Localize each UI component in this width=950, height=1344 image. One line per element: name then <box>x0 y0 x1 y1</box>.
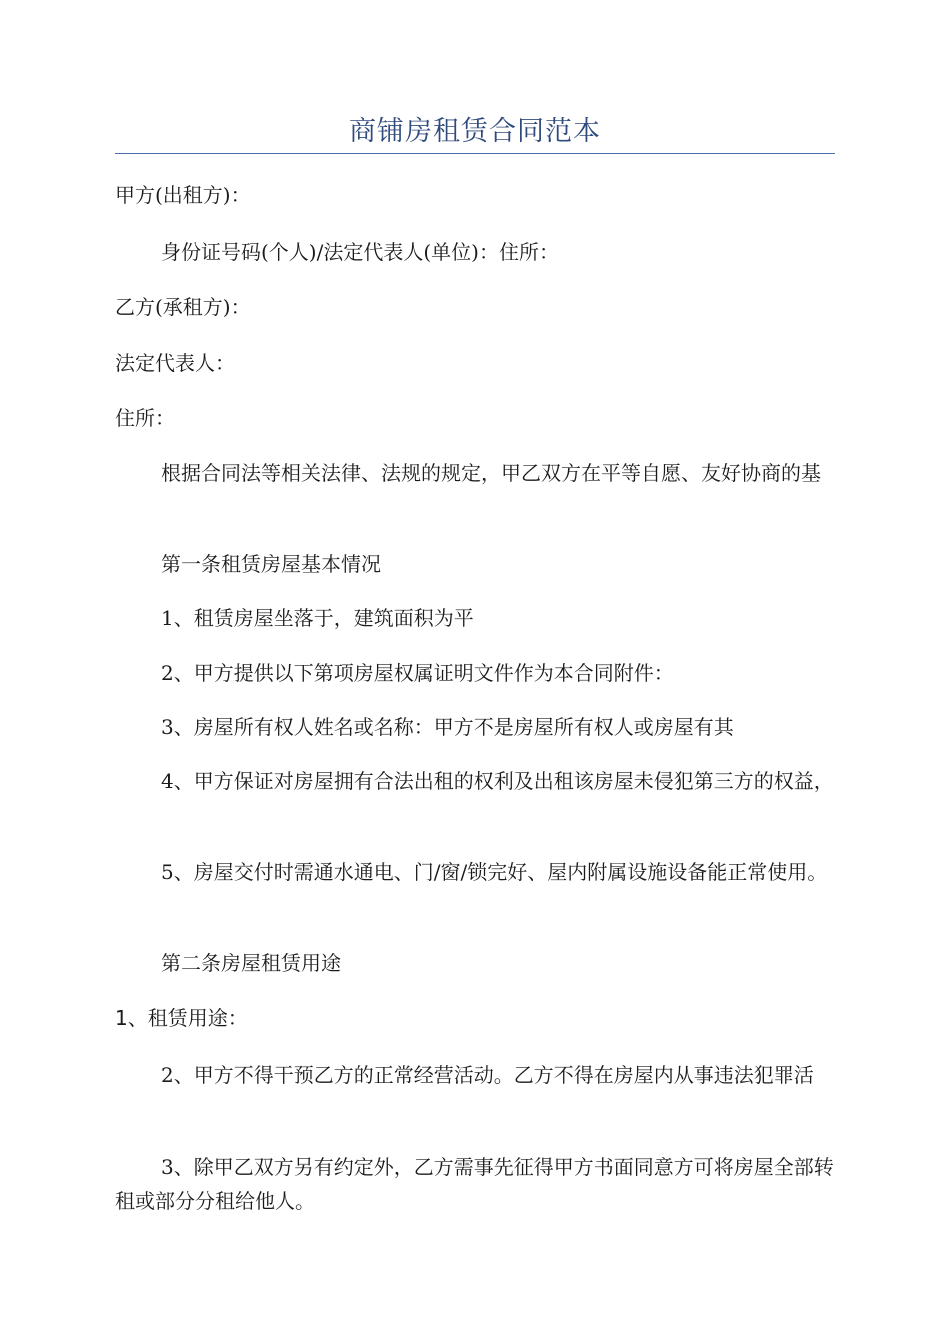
article-1-item-5: 5、房屋交付时需通水通电、门/窗/锁完好、屋内附属设施设备能正常使用。 <box>161 860 828 884</box>
paragraph-party-b: 乙方(承租方)： <box>115 295 251 319</box>
paragraph-basis: 根据合同法等相关法律、法规的规定，甲乙双方在平等自愿、友好协商的基 <box>161 461 821 485</box>
article-2-item-2: 2、甲方不得干预乙方的正常经营活动。乙方不得在房屋内从事违法犯罪活 <box>161 1063 814 1087</box>
paragraph-party-a: 甲方(出租方)： <box>115 183 251 207</box>
article-2-heading: 第二条房屋租赁用途 <box>161 951 341 975</box>
document-title: 商铺房租赁合同范本 <box>349 116 601 147</box>
article-1-item-4: 4、甲方保证对房屋拥有合法出租的权利及出租该房屋未侵犯第三方的权益， <box>161 769 834 793</box>
article-1-item-3: 3、房屋所有权人姓名或名称：甲方不是房屋所有权人或房屋有其 <box>161 715 734 739</box>
paragraph-party-a-id: 身份证号码(个人)/法定代表人(单位)：住所： <box>161 240 559 264</box>
article-2-item-1: 1、租赁用途： <box>115 1006 248 1030</box>
article-1-item-2: 2、甲方提供以下第项房屋权属证明文件作为本合同附件： <box>161 661 674 685</box>
article-2-item-3: 3、除甲乙双方另有约定外，乙方需事先征得甲方书面同意方可将房屋全部转租或部分分租给他人。 <box>115 1155 834 1213</box>
article-1-heading: 第一条租赁房屋基本情况 <box>161 552 381 576</box>
title-underline <box>115 153 835 154</box>
paragraph-residence: 住所： <box>115 406 175 430</box>
paragraph-legal-rep: 法定代表人： <box>115 351 235 375</box>
article-1-item-1: 1、租赁房屋坐落于，建筑面积为平 <box>161 606 474 630</box>
